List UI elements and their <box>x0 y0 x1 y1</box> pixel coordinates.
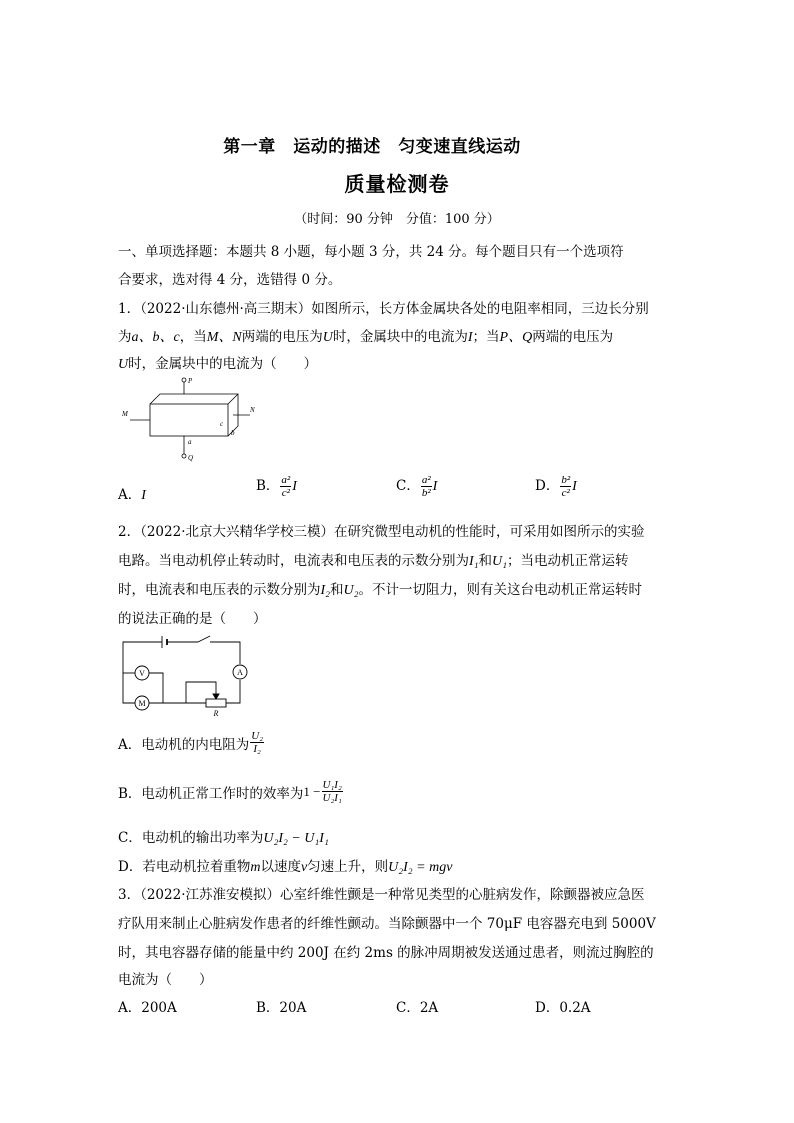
q2-option-d[interactable] <box>118 855 452 876</box>
var-m: m <box>250 860 261 875</box>
expression: 1 − <box>303 783 321 799</box>
q1-var: I <box>467 330 473 345</box>
label-m: M <box>122 410 128 418</box>
block-top-side <box>150 394 238 436</box>
q2-var: I₂ <box>320 583 331 598</box>
fraction-numerator: U₁I₂ <box>322 779 342 791</box>
q1-var: M、N <box>206 330 242 345</box>
q3-option-b[interactable]: B．20A <box>256 1000 307 1016</box>
option-label: B．电动机正常工作时的效率为 <box>118 785 304 802</box>
fraction-denominator: c² <box>281 487 290 499</box>
fraction-numerator: b² <box>561 474 571 486</box>
q2-option-b[interactable] <box>118 779 344 804</box>
q1-block-figure <box>118 374 258 464</box>
q1-text: 两端的电压为 <box>532 329 614 345</box>
q1-var: a、b、c <box>131 330 180 345</box>
label-q: Q <box>188 454 194 462</box>
fraction-denominator: c² <box>561 487 570 499</box>
q3-source: （2022·江苏淮安模拟） <box>140 887 280 903</box>
q1-line3 <box>118 352 317 373</box>
chapter-title: 第一章 运动的描述 匀变速直线运动 <box>223 137 521 157</box>
q1-option-b[interactable] <box>256 474 297 499</box>
q2-var: U₂ <box>343 583 359 598</box>
fraction-numerator: U₂ <box>251 730 264 742</box>
fraction <box>560 474 571 499</box>
q1-source: （2022·山东德州·高三期末） <box>140 301 312 317</box>
q3-option-a[interactable]: A．200A <box>118 1000 177 1016</box>
q2-var: I₁ <box>469 554 479 569</box>
q3-text: 心室纤维性颤是一种常见类型的心脏病发作，除颤器被应急医 <box>280 887 645 903</box>
block-front-face <box>150 404 228 436</box>
option-text: 匀速上升，则 <box>307 859 389 875</box>
expression: U₂I₂ = mgv <box>388 860 453 875</box>
q1-text: 为 <box>118 329 132 345</box>
terminal-p <box>182 378 186 382</box>
q1-var: U <box>322 330 333 345</box>
var-v: v <box>300 860 308 875</box>
rheostat-slider-wire <box>186 682 216 703</box>
q1-text: 如图所示，长方体金属块各处的电阻率相同，三边长分别 <box>311 301 649 317</box>
section-instructions-line1: 一、单项选择题：本题共 8 小题，每小题 3 分，共 24 分。每个题目只有一个选项符 <box>118 244 624 260</box>
option-label: D． <box>535 478 560 494</box>
q1-text: 时，金属块中的电流为（ ） <box>128 356 318 372</box>
q2-line1 <box>118 520 645 540</box>
q2-option-c[interactable] <box>118 826 329 847</box>
option-text: 以速度 <box>260 859 301 875</box>
wire-left <box>123 673 135 703</box>
fraction-numerator: a² <box>421 474 431 486</box>
option-label: C． <box>396 478 420 494</box>
fraction <box>250 730 264 755</box>
motor-label: M <box>138 699 146 708</box>
expression: U₂I₂ − U₁I₁ <box>263 831 329 846</box>
q1-var: U <box>118 357 129 372</box>
exam-info: （时间：90 分钟 分值：100 分） <box>294 212 500 227</box>
q2-text: ；当电动机正常运转 <box>507 553 629 569</box>
option-label: B． <box>256 478 280 494</box>
fraction-numerator: a² <box>281 474 291 486</box>
fraction <box>421 474 432 499</box>
q3-option-c[interactable]: C．2A <box>396 1000 439 1016</box>
q2-line4: 的说法正确的是（ ） <box>118 611 267 627</box>
q2-text: 和 <box>478 553 493 569</box>
q3-line1 <box>118 883 645 903</box>
label-p: P <box>188 377 193 385</box>
wire-right <box>226 680 240 703</box>
wire-voltmeter-right <box>149 673 163 703</box>
wire-top-right <box>210 642 240 664</box>
label-c: c <box>220 420 224 428</box>
q2-text: 在研究微型电动机的性能时，可采用如图所示的实验 <box>334 524 645 540</box>
label-a: a <box>188 438 192 446</box>
section-instructions-line2: 合要求，选对得 4 分，选错得 0 分。 <box>118 272 342 288</box>
option-value: I <box>141 488 146 503</box>
voltmeter-label: V <box>139 669 145 678</box>
q1-option-c[interactable] <box>396 474 437 499</box>
option-value: I <box>432 479 438 494</box>
q3-option-d[interactable]: D．0.2A <box>535 1000 591 1016</box>
fraction <box>322 779 343 804</box>
q1-line1 <box>118 297 649 317</box>
q1-text: 两端的电压为 <box>241 329 323 345</box>
q3-line2: 疗队用来制止心脏病发作患者的纤维性颤动。当除颤器中一个 70μF 电容器充电到 5000V <box>118 916 656 932</box>
q2-text: 电路。当电动机停止转动时，电流表和电压表的示数分别为 <box>118 553 469 569</box>
q2-number: 2． <box>118 524 141 540</box>
switch-blade <box>198 636 210 642</box>
terminal-q <box>182 454 186 458</box>
q1-text: 时，金属块中的电流为 <box>332 329 468 345</box>
fraction-denominator: I₂ <box>253 743 261 755</box>
option-label: D．若电动机拉着重物 <box>118 859 251 875</box>
label-b: b <box>231 429 235 437</box>
fraction <box>280 474 291 499</box>
option-label: A．电动机的内电阻为 <box>118 736 250 753</box>
q3-number: 3． <box>118 887 141 903</box>
q2-source: （2022·北京大兴精华学校三模） <box>140 524 334 540</box>
ammeter-label: A <box>237 668 243 677</box>
q2-text: 时，电流表和电压表的示数分别为 <box>118 582 321 598</box>
q2-text: 。不计一切阻力，则有关这台电动机正常运转时 <box>358 582 643 598</box>
q1-number: 1． <box>118 301 141 317</box>
q1-text: ；当 <box>472 329 500 345</box>
q2-line2 <box>118 549 629 570</box>
option-value: I <box>572 479 577 494</box>
q2-option-a[interactable] <box>118 730 265 755</box>
resistor-label: R <box>213 709 219 718</box>
q1-var: P、Q <box>499 330 533 345</box>
q2-circuit-figure <box>118 630 260 718</box>
option-value: I <box>292 479 297 494</box>
slider-arrow <box>213 694 219 699</box>
q2-line3 <box>118 578 642 599</box>
q2-text: 和 <box>330 582 344 598</box>
label-n: N <box>250 406 255 414</box>
fraction-denominator: U₂I₁ <box>322 792 342 804</box>
q1-line2 <box>118 325 613 346</box>
block-edge <box>228 394 238 404</box>
fraction-denominator: b² <box>421 487 431 499</box>
q3-line4: 电流为（ ） <box>118 972 213 988</box>
option-label: A． <box>118 487 142 503</box>
exam-title: 质量检测卷 <box>344 172 450 196</box>
q3-line3: 时，其电容器存储的能量中约 200J 在约 2ms 的脉冲周期被发送通过患者，则流过胸腔的 <box>118 945 654 961</box>
q1-option-d[interactable] <box>535 474 577 499</box>
q1-option-a[interactable] <box>118 483 146 504</box>
resistor-body <box>206 699 226 707</box>
q2-var: U₁ <box>492 554 508 569</box>
q1-text: ，当 <box>179 329 207 345</box>
option-label: C．电动机的输出功率为 <box>118 830 264 846</box>
